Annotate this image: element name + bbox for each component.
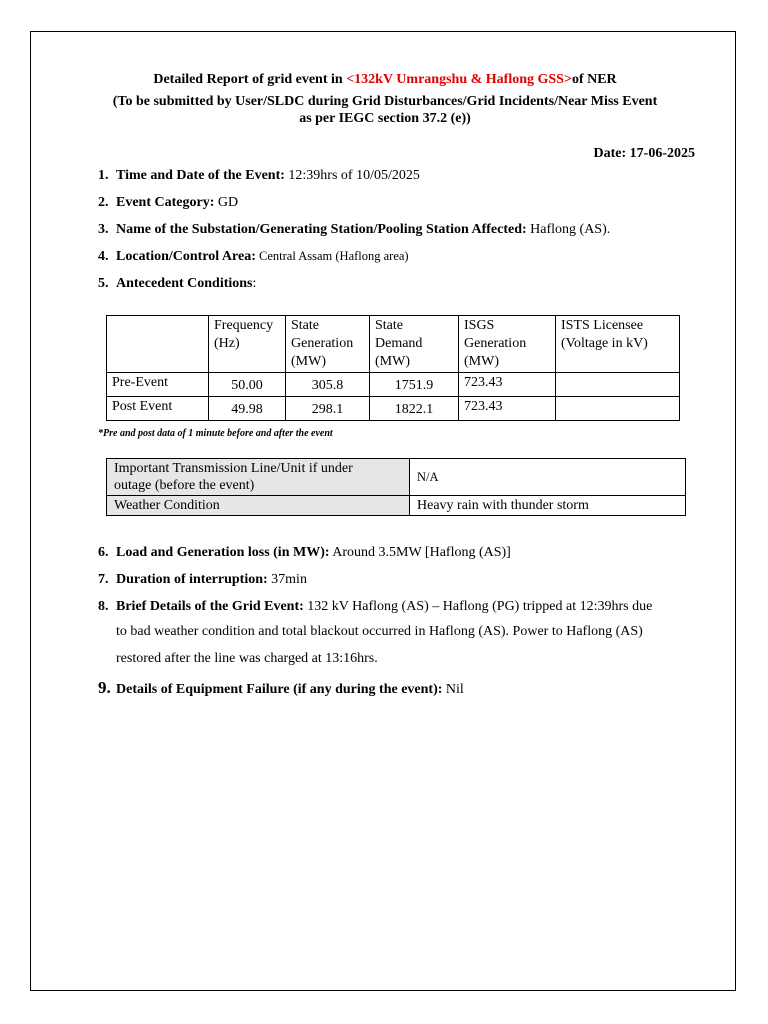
weather-value: Heavy rain with thunder storm xyxy=(410,496,686,516)
item-duration: 7. Duration of interruption: 37min xyxy=(98,572,307,587)
conditions-table xyxy=(106,458,686,516)
cell-state-demand: 1822.1 xyxy=(370,397,459,421)
outage-value: N/A xyxy=(410,459,686,496)
title-highlight: <132kV Umrangshu & Haflong GSS> xyxy=(346,72,572,87)
report-title: Detailed Report of grid event in <132kV Umrangshu & Haflong GSS>of NER xyxy=(153,72,617,87)
table-row xyxy=(107,373,680,397)
outage-label: Important Transmission Line/Unit if under outage (before the event) xyxy=(107,459,410,496)
cell-state-generation: 305.8 xyxy=(286,373,370,397)
col-ists-licensee: ISTS Licensee (Voltage in kV) xyxy=(556,316,680,373)
item-station-affected: 3. Name of the Substation/Generating Station/Pooling Station Affected: Haflong (AS). xyxy=(98,222,611,237)
item-event-category: 2. Event Category: GD xyxy=(98,195,239,210)
report-subtitle: (To be submitted by User/SLDC during Grid Disturbances/Grid Incidents/Near Miss Event as per IEGC section 37.2 (e)) xyxy=(112,94,658,126)
item-load-loss: 6. Load and Generation loss (in MW): Around 3.5MW [Haflong (AS)] xyxy=(98,545,511,560)
brief-details-continued: to bad weather condition and total blackout occurred in Haflong (AS). Power to Haflong (AS) restored after the line was charged at 13:16hrs. xyxy=(116,624,643,666)
col-frequency: Frequency (Hz) xyxy=(209,316,286,373)
antecedent-table xyxy=(106,315,680,421)
item-brief-details: 8. Brief Details of the Grid Event: 132 kV Haflong (AS) – Haflong (PG) tripped at 12:39hrs due xyxy=(98,599,653,614)
cell-frequency: 50.00 xyxy=(209,373,286,397)
table-row xyxy=(107,397,680,421)
report-date: Date: 17-06-2025 xyxy=(593,146,695,161)
table-corner-cell xyxy=(107,316,209,373)
cell-isgs-generation: 723.43 xyxy=(459,397,556,421)
cell-ists-licensee xyxy=(556,397,680,421)
cell-ists-licensee xyxy=(556,373,680,397)
col-state-demand: State Demand (MW) xyxy=(370,316,459,373)
item-equipment-failure: 9. Details of Equipment Failure (if any during the event): Nil xyxy=(98,678,464,697)
weather-label: Weather Condition xyxy=(107,496,410,516)
cell-isgs-generation: 723.43 xyxy=(459,373,556,397)
cell-state-demand: 1751.9 xyxy=(370,373,459,397)
cell-frequency: 49.98 xyxy=(209,397,286,421)
row-label: Post Event xyxy=(107,397,209,421)
table-header-row xyxy=(107,316,680,373)
item-location: 4. Location/Control Area: Central Assam (Haflong area) xyxy=(98,249,409,264)
row-label: Pre-Event xyxy=(107,373,209,397)
table-footnote: *Pre and post data of 1 minute before and after the event xyxy=(98,428,333,439)
item-time-date: 1. Time and Date of the Event: 12:39hrs of 10/05/2025 xyxy=(98,168,420,183)
table-row xyxy=(107,496,686,516)
col-state-generation: State Generation (MW) xyxy=(286,316,370,373)
col-isgs-generation: ISGS Generation (MW) xyxy=(459,316,556,373)
item-antecedent: 5. Antecedent Conditions: xyxy=(98,276,257,291)
table-row xyxy=(107,459,686,496)
cell-state-generation: 298.1 xyxy=(286,397,370,421)
